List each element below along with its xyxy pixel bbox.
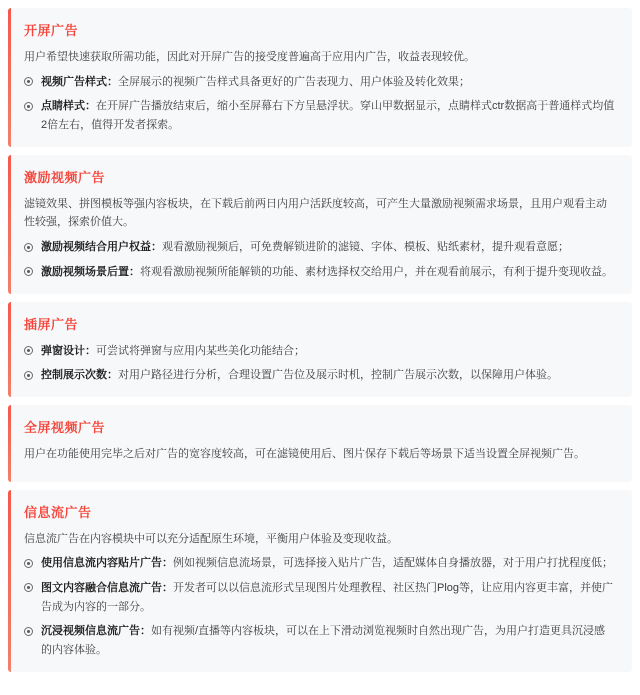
section-paragraph: 用户希望快速获取所需功能，因此对开屏广告的接受度普遍高于应用内广告，收益表现较优。 xyxy=(24,51,475,63)
bullet-text: 对用户路径进行分析，合理设置广告位及展示时机，控制广告展示次数，以保障用户体验。 xyxy=(118,369,558,382)
bullet-lead: 图文内容融合信息流广告： xyxy=(41,581,173,594)
list-item xyxy=(24,554,616,573)
bullet-point-icon xyxy=(24,559,33,568)
bullet-point-icon xyxy=(24,243,33,252)
bullet-lead: 控制展示次数： xyxy=(41,369,118,382)
section-title: 开屏广告 xyxy=(24,23,79,38)
list-item xyxy=(24,579,616,616)
section-title: 插屏广告 xyxy=(24,316,79,332)
section-paragraph: 信息流广告在内容模块中可以充分适配原生环境，平衡用户体验及变现收益。 xyxy=(24,532,398,545)
list-item xyxy=(24,238,616,257)
bullet-text: 将观看激励视频所能解锁的功能、素材选择权交给用户，并在观看前展示，有利于提升变现收益。 xyxy=(140,265,613,278)
list-item xyxy=(24,263,616,282)
bullet-point-icon xyxy=(24,371,33,380)
bullet-text: 观看激励视频后，可免费解锁进阶的滤镜、字体、模板、贴纸素材，提升观看意愿； xyxy=(162,241,569,254)
section-title: 全屏视频广告 xyxy=(24,419,106,435)
bullet-text: 可尝试将弹窗与应用内某些美化功能结合； xyxy=(96,344,305,357)
section-jili-shipin-guanggao xyxy=(8,155,632,294)
list-item xyxy=(24,366,616,385)
list-item xyxy=(24,73,616,92)
bullet-point-icon xyxy=(24,77,33,86)
section-chaping-guanggao xyxy=(8,302,632,397)
bullet-lead: 激励视频结合用户权益： xyxy=(41,241,162,254)
bullet-lead: 使用信息流内容贴片广告： xyxy=(41,557,173,570)
bullet-list xyxy=(24,73,616,135)
bullet-list xyxy=(24,342,616,385)
list-item xyxy=(24,342,616,361)
bullet-lead: 沉浸视频信息流广告： xyxy=(41,625,151,638)
document-page xyxy=(0,8,640,695)
bullet-list xyxy=(24,238,616,281)
list-item xyxy=(24,97,616,134)
bullet-point-icon xyxy=(24,267,33,276)
bullet-text: 如有视频/直播等内容板块，可以在上下滑动浏览视频时自然出现广告，为用户打造更具沉浸感的内容体验。 xyxy=(41,625,606,656)
section-title: 激励视频广告 xyxy=(24,169,106,185)
section-xinxiliu-guanggao xyxy=(8,490,632,672)
section-quanping-shipin-guanggao xyxy=(8,405,632,482)
bullet-lead: 激励视频场景后置： xyxy=(41,265,140,278)
list-item xyxy=(24,622,616,659)
bullet-point-icon xyxy=(24,102,33,111)
bullet-point-icon xyxy=(24,346,33,355)
bullet-point-icon xyxy=(24,627,33,636)
bullet-point-icon xyxy=(24,583,33,592)
section-kaiping-guanggao xyxy=(8,8,632,147)
section-paragraph: 用户在功能使用完毕之后对广告的宽容度较高，可在滤镜使用后、图片保存下载后等场景下适当设置全屏视频广告。 xyxy=(24,447,585,460)
section-title: 信息流广告 xyxy=(24,504,92,520)
bullet-text: 例如视频信息流场景，可选择接入贴片广告，适配媒体自身播放器，对于用户打扰程度低； xyxy=(173,557,613,570)
bullet-text: 开发者可以以信息流形式呈现图片处理教程、社区热门Plog等，让应用内容更丰富，并使广告成为内容的一部分。 xyxy=(41,581,614,613)
bullet-lead: 弹窗设计： xyxy=(41,344,96,357)
bullet-lead: 点睛样式： xyxy=(41,100,96,113)
section-paragraph: 滤镜效果、拼图模板等强内容板块，在下载后前两日内用户活跃度较高，可产生大量激励视频需求场景，且用户观看主动性较强，探索价值大。 xyxy=(24,197,607,229)
bullet-text: 全屏展示的视频广告样式具备更好的广告表现力、用户体验及转化效果； xyxy=(118,75,470,88)
bullet-list xyxy=(24,554,616,659)
bullet-text: 在开屏广告播放结束后，缩小至屏幕右下方呈悬浮状。穿山甲数据显示，点睛样式ctr数据高于普通样式均值2倍左右，值得开发者探索。 xyxy=(41,100,615,132)
bullet-lead: 视频广告样式： xyxy=(41,75,118,88)
